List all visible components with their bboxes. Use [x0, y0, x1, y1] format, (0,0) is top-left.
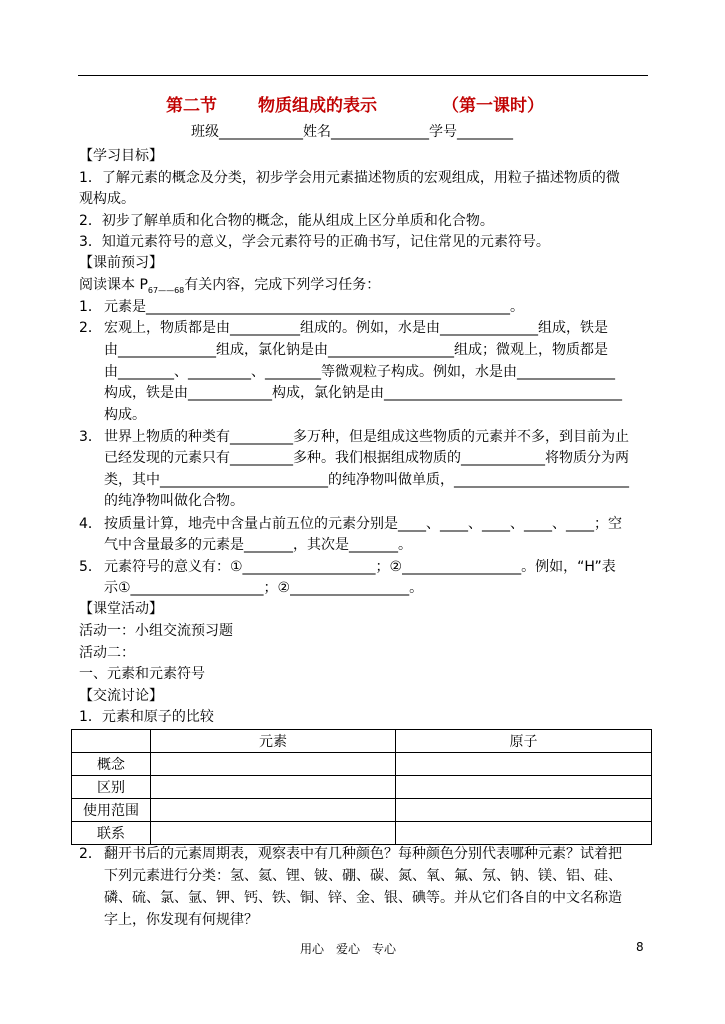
q4-number: 4．: [79, 516, 102, 532]
q1-number: 1．: [79, 299, 102, 315]
table-header-row: [72, 730, 652, 753]
footer-motto: 用心 爱心 专心: [300, 942, 397, 956]
title-period: （第一课时）: [442, 96, 544, 116]
table-row: [72, 799, 652, 822]
discussion-heading: 【交流讨论】: [79, 688, 163, 704]
q5-line: 示①___________________；②_________________。: [104, 580, 424, 596]
q2-line: 宏观上，物质都是由__________组成的。例如，水是由______________组成，铁是: [104, 320, 608, 336]
q2-number: 2．: [79, 320, 102, 336]
table-row: [72, 822, 652, 845]
element-atom-table: [71, 729, 652, 845]
row-label: 联系: [72, 822, 151, 845]
periodic-question-line: 翻开书后的元素周期表，观察表中有几种颜色？每种颜色分别代表哪种元素？试着把: [104, 846, 622, 862]
table-row: [72, 753, 652, 776]
goal-line: 3．知道元素符号的意义，学会元素符号的正确书写，记住常见的元素符号。: [79, 234, 550, 250]
q1-line: 元素是____________________________________________________。: [104, 299, 524, 315]
table-header-cell: [72, 730, 151, 753]
page-number: 8: [636, 940, 644, 954]
row-label: 区别: [72, 776, 151, 799]
q4-line: 气中含量最多的元素是_______，其次是_______。: [104, 537, 412, 553]
comparison-title: 1．元素和原子的比较: [79, 709, 214, 725]
info-line: 班级____________姓名______________学号________: [191, 124, 513, 140]
q2-line: 构成，铁是由____________构成，氯化钠是由__________________________________: [104, 385, 622, 401]
periodic-question-number: 2．: [79, 846, 102, 862]
table-row: [72, 776, 652, 799]
q2-line: 由________、_________、________等微观粒子构成。例如，水是由______________: [104, 364, 615, 380]
page-range: 67——68: [147, 285, 185, 295]
row-label: 概念: [72, 753, 151, 776]
q3-line: 世界上物质的种类有_________多万种，但是组成这些物质的元素并不多，到目前为止: [104, 429, 629, 445]
activity-line: 活动二：: [79, 645, 135, 661]
goal-line: 2．初步了解单质和化合物的概念，能从组成上区分单质和化合物。: [79, 213, 494, 229]
periodic-question-line: 下列元素进行分类：氢、氦、锂、铍、硼、碳、氮、氧、氟、氖、钠、镁、铝、硅、: [104, 868, 622, 884]
q3-number: 3．: [79, 429, 102, 445]
q2-line: 由______________组成，氯化钠是由__________________组成；微观上，物质都是: [104, 342, 608, 358]
header-rule: [78, 75, 648, 76]
goals-heading: 【学习目标】: [79, 148, 163, 164]
q5-number: 5．: [79, 559, 102, 575]
q4-line: 按质量计算，地壳中含量占前五位的元素分别是____、____、____、____、____；空: [104, 516, 622, 532]
activity-line: 活动一：小组交流预习题: [79, 623, 233, 639]
section-heading: 一、元素和元素符号: [79, 666, 205, 682]
periodic-question-line: 字上，你发现有何规律？: [104, 912, 258, 928]
title-topic: 物质组成的表示: [258, 96, 377, 116]
preview-heading: 【课前预习】: [79, 255, 163, 271]
table-header-cell: 原子: [396, 730, 652, 753]
row-label: 使用范围: [72, 799, 151, 822]
table-header-cell: 元素: [151, 730, 396, 753]
q5-line: 元素符号的意义有：①___________________；②_________________。例如，“H”表: [104, 559, 616, 575]
preview-intro: 阅读课本 $P_{67——68}$有关内容，完成下列学习任务：: [79, 277, 381, 295]
q3-line: 类，其中________________________的纯净物叫做单质，_________________________: [104, 472, 629, 488]
q2-line: 构成。: [104, 407, 146, 423]
title-section: 第二节: [166, 96, 217, 116]
q3-line: 的纯净物叫做化合物。: [104, 493, 244, 509]
goal-line: 1．了解元素的概念及分类，初步学会用元素描述物质的宏观组成，用粒子描述物质的微: [79, 170, 620, 186]
periodic-question-line: 磷、硫、氯、氩、钾、钙、铁、铜、锌、金、银、碘等。并从它们各自的中文名称造: [104, 890, 622, 906]
activity-heading: 【课堂活动】: [79, 601, 163, 617]
q3-line: 已经发现的元素只有_________多种。我们根据组成物质的____________将物质分为两: [104, 450, 629, 466]
goal-line: 观构成。: [79, 191, 135, 207]
